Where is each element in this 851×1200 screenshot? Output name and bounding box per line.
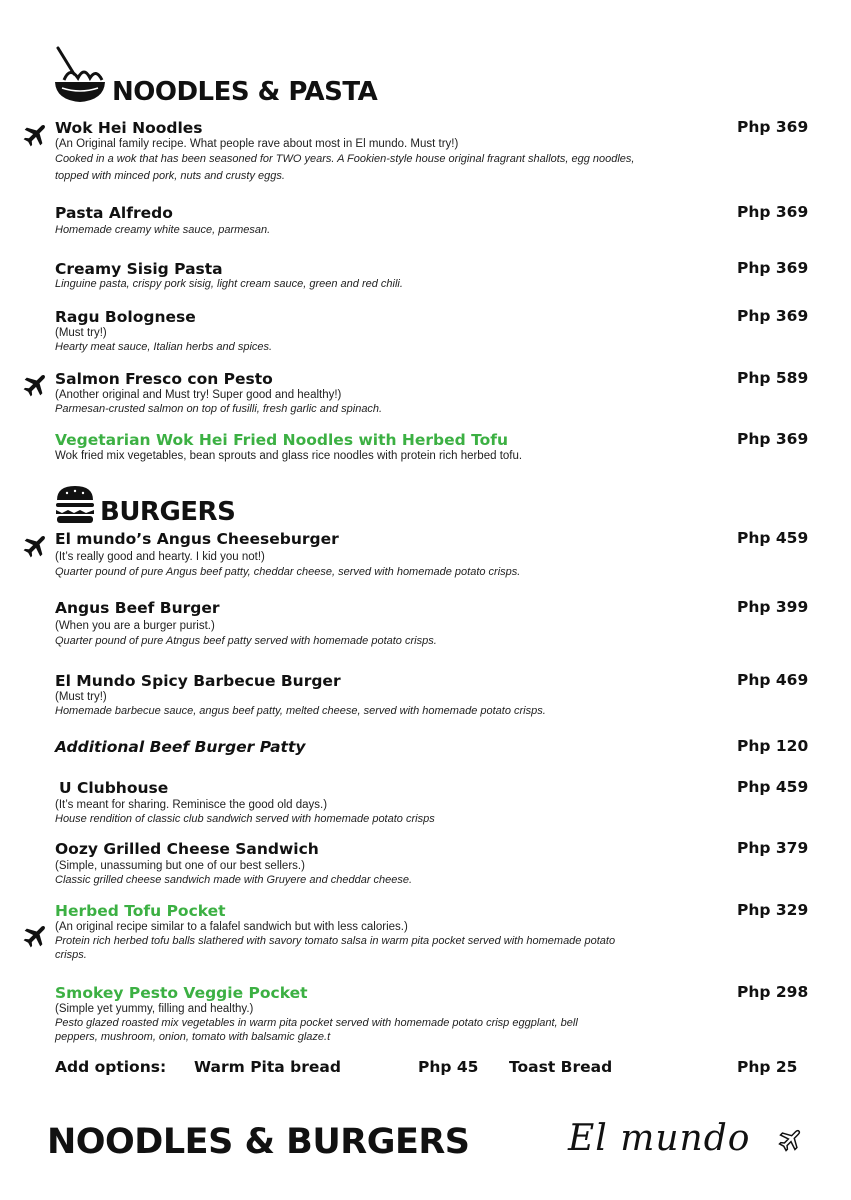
item-name: Ragu Bolognese xyxy=(55,308,196,326)
logo-airplane-icon xyxy=(778,1126,804,1152)
section-title-noodles: NOODLES & PASTA xyxy=(112,77,378,107)
item-price: Php 369 xyxy=(737,118,809,136)
item-name: U Clubhouse xyxy=(59,779,169,797)
item-desc: Pesto glazed roasted mix vegetables in warm pita pocket served with homemade potato crisp eggplant, bell peppers, mushroom, onion, tomato with balsamic glaze.t xyxy=(55,1017,578,1043)
add-option-warm-pita: Warm Pita bread xyxy=(194,1058,341,1076)
item-price: Php 329 xyxy=(737,901,809,919)
item-name: Oozy Grilled Cheese Sandwich xyxy=(55,840,319,858)
item-price: Php 469 xyxy=(737,671,809,689)
item-note: (Another original and Must try! Super good and healthy!) xyxy=(55,389,342,401)
item-note: (Must try!) xyxy=(55,691,107,703)
burger-icon xyxy=(54,484,96,524)
item-desc: Protein rich herbed tofu balls slathered with savory tomato salsa in warm pita pocket served with homemade potato crisps. xyxy=(55,935,616,961)
item-note: (Simple yet yummy, filling and healthy.) xyxy=(55,1003,254,1015)
item-desc: Homemade barbecue sauce, angus beef patty, melted cheese, served with homemade potato crisps. xyxy=(55,705,546,717)
item-name: El mundo’s Angus Cheeseburger xyxy=(55,530,339,548)
item-name: Vegetarian Wok Hei Fried Noodles with Herbed Tofu xyxy=(55,431,509,449)
item-desc: Linguine pasta, crispy pork sisig, light cream sauce, green and red chili. xyxy=(55,278,403,290)
noodle-bowl-icon xyxy=(52,44,108,106)
item-desc: Quarter pound of pure Angus beef patty, cheddar cheese, served with homemade potato crisps. xyxy=(55,566,521,578)
item-name: Additional Beef Burger Patty xyxy=(55,738,306,756)
item-name: Herbed Tofu Pocket xyxy=(55,902,226,920)
menu-item xyxy=(55,370,715,416)
item-desc: Quarter pound of pure Atngus beef patty served with homemade potato crisps. xyxy=(55,635,437,647)
item-price: Php 399 xyxy=(737,598,809,616)
item-desc: Classic grilled cheese sandwich made with Gruyere and cheddar cheese. xyxy=(55,874,413,886)
menu-item xyxy=(55,840,715,887)
section-title-burgers: BURGERS xyxy=(100,497,236,527)
item-desc: Cooked in a wok that has been seasoned for TWO years. A Fookien-style house original fragrant shallots, egg noodles, topped with minced pork, nuts and crusty eggs. xyxy=(55,153,635,182)
item-name: Pasta Alfredo xyxy=(55,204,173,222)
item-note: (An original recipe similar to a falafel sandwich but with less calories.) xyxy=(55,921,408,933)
add-options-label: Add options: xyxy=(55,1058,167,1076)
item-note: (Must try!) xyxy=(55,327,107,339)
item-name: Salmon Fresco con Pesto xyxy=(55,370,273,388)
item-price: Php 459 xyxy=(737,778,809,796)
add-option-toast-bread-price: Php 25 xyxy=(737,1058,798,1076)
item-note: (It’s meant for sharing. Reminisce the good old days.) xyxy=(55,799,328,811)
item-desc: Parmesan-crusted salmon on top of fusilli, fresh garlic and spinach. xyxy=(55,403,383,415)
item-price: Php 369 xyxy=(737,307,809,325)
footer-title: NOODLES & BURGERS xyxy=(47,1122,470,1162)
item-price: Php 120 xyxy=(737,737,809,755)
item-note: (When you are a burger purist.) xyxy=(55,620,215,632)
menu-item xyxy=(55,431,715,463)
item-price: Php 589 xyxy=(737,369,809,387)
item-name: Creamy Sisig Pasta xyxy=(55,260,223,278)
item-name: El Mundo Spicy Barbecue Burger xyxy=(55,672,341,690)
item-name: Wok Hei Noodles xyxy=(55,119,203,137)
item-price: Php 369 xyxy=(737,259,809,277)
menu-item xyxy=(55,204,715,239)
item-desc: Hearty meat sauce, Italian herbs and spices. xyxy=(55,341,273,353)
airplane-icon xyxy=(22,531,50,559)
airplane-icon xyxy=(22,120,50,148)
item-desc: Homemade creamy white sauce, parmesan. xyxy=(55,224,271,236)
item-price: Php 459 xyxy=(737,529,809,547)
menu-item xyxy=(55,530,715,581)
item-price: Php 369 xyxy=(737,203,809,221)
airplane-icon xyxy=(22,921,50,949)
add-option-warm-pita-price: Php 45 xyxy=(418,1058,479,1076)
menu-item xyxy=(55,984,715,1044)
menu-item xyxy=(55,738,715,756)
item-name: Angus Beef Burger xyxy=(55,599,220,617)
item-name: Smokey Pesto Veggie Pocket xyxy=(55,984,308,1002)
item-price: Php 298 xyxy=(737,983,809,1001)
menu-item xyxy=(55,779,715,826)
menu-item xyxy=(55,308,715,354)
airplane-icon xyxy=(22,370,50,398)
item-note: (Simple, unassuming but one of our best sellers.) xyxy=(55,860,305,872)
item-note: Wok fried mix vegetables, bean sprouts and glass rice noodles with protein rich herbed tofu. xyxy=(55,450,523,462)
add-option-toast-bread: Toast Bread xyxy=(509,1058,613,1076)
item-price: Php 369 xyxy=(737,430,809,448)
menu-item xyxy=(55,902,715,962)
menu-item xyxy=(55,260,715,291)
item-note: (An Original family recipe. What people rave about most in El mundo. Must try!) xyxy=(55,138,459,150)
item-note: (It’s really good and hearty. I kid you not!) xyxy=(55,551,265,563)
brand-logo: El mundo xyxy=(568,1118,751,1159)
item-desc: House rendition of classic club sandwich served with homemade potato crisps xyxy=(55,813,435,825)
menu-item xyxy=(55,119,715,185)
menu-item xyxy=(55,672,715,718)
item-price: Php 379 xyxy=(737,839,809,857)
menu-item xyxy=(55,599,715,650)
